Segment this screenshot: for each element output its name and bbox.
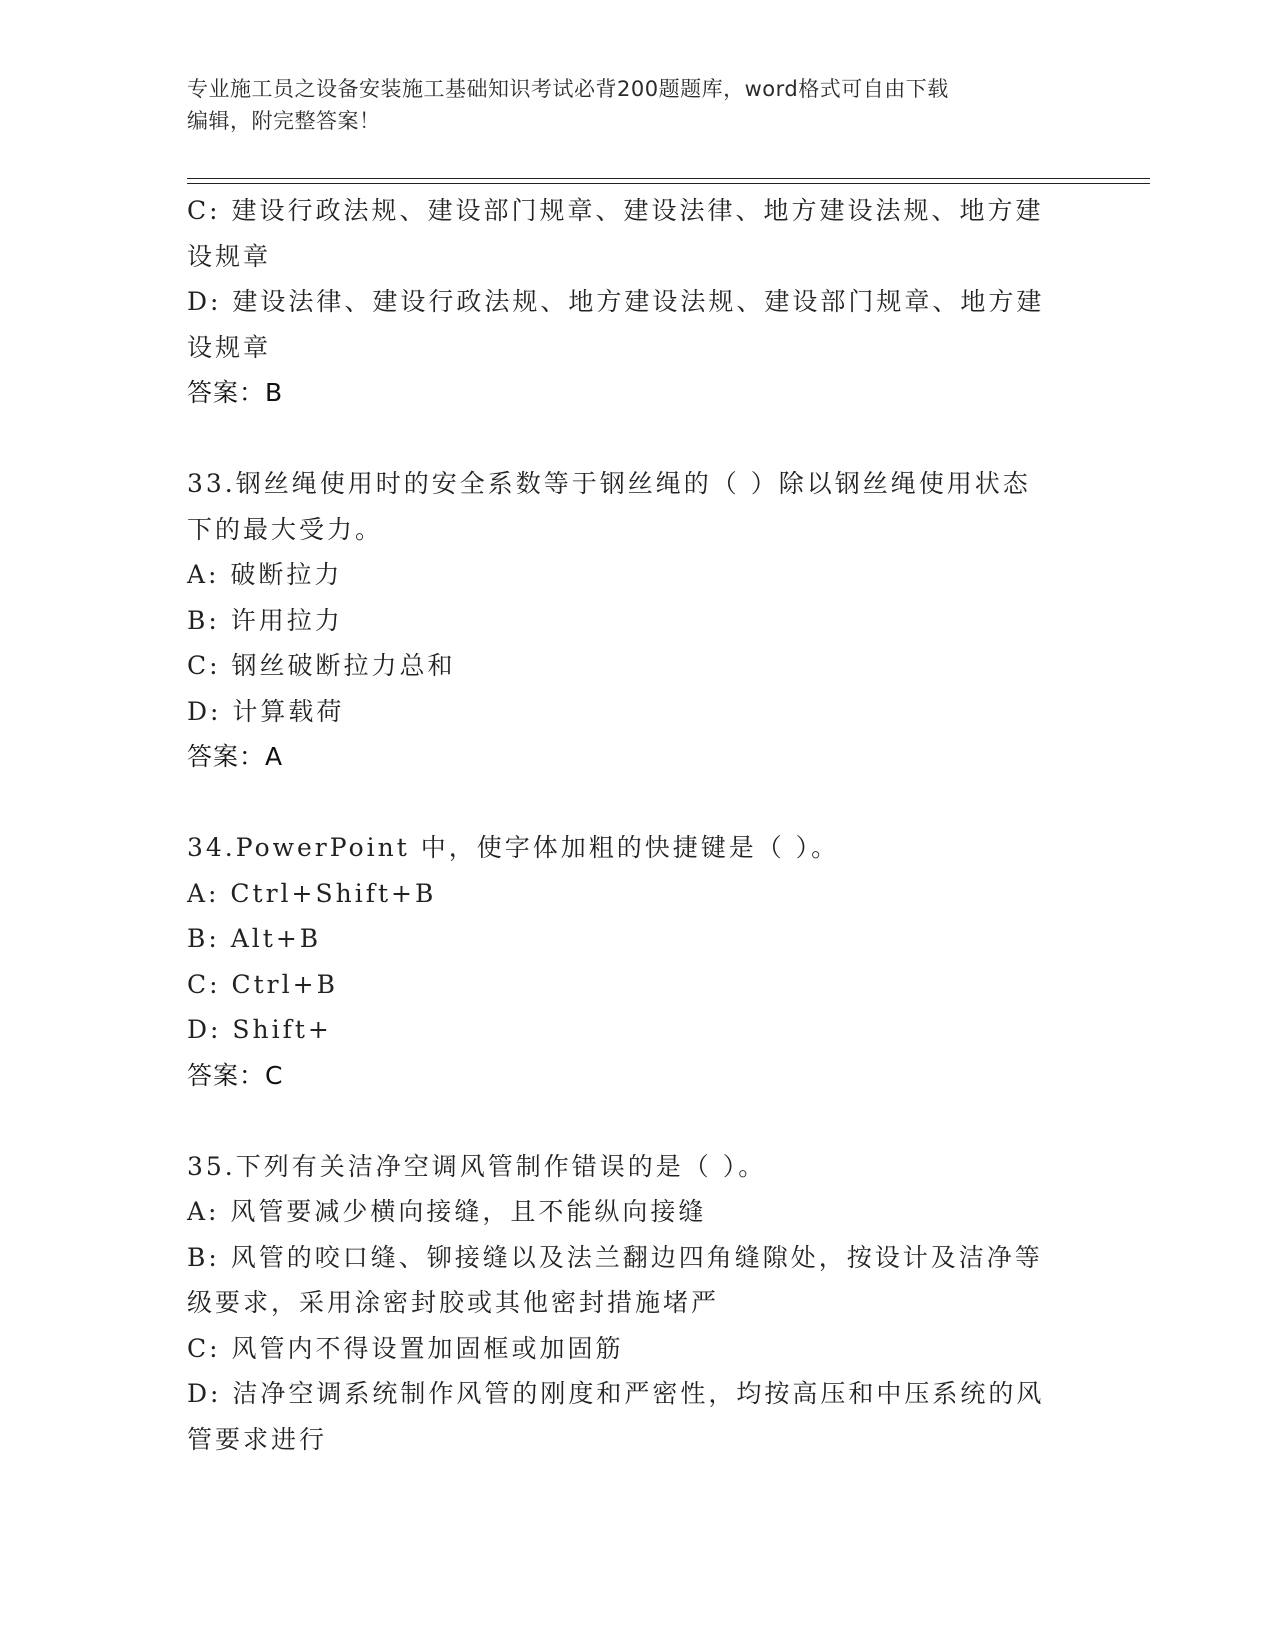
question-stem-line-1: 33.钢丝绳使用时的安全系数等于钢丝绳的（ ）除以钢丝绳使用状态 bbox=[187, 469, 1031, 498]
option-c-line-2: 设规章 bbox=[187, 241, 272, 271]
question-stem: 35.下列有关洁净空调风管制作错误的是（ ）。 bbox=[187, 1151, 767, 1181]
question-33 bbox=[187, 461, 1077, 780]
header-title-line-1: 专业施工员之设备安装施工基础知识考试必背200题题库，word格式可自由下载 bbox=[187, 77, 949, 101]
question-35 bbox=[187, 1144, 1077, 1463]
option-a: A: 破断拉力 bbox=[187, 560, 343, 589]
document-header bbox=[187, 73, 1067, 137]
previous-question bbox=[187, 188, 1077, 416]
header-divider-bottom bbox=[187, 183, 1150, 184]
option-b: B: Alt+B bbox=[187, 924, 322, 953]
header-divider-top bbox=[187, 178, 1150, 179]
option-d-line-1: D: 洁净空调系统制作风管的刚度和严密性，均按高压和中压系统的风 bbox=[187, 1379, 1045, 1408]
option-c: C: 钢丝破断拉力总和 bbox=[187, 651, 456, 680]
option-a: A: Ctrl+Shift+B bbox=[187, 878, 437, 908]
option-d: D: Shift+ bbox=[187, 1015, 332, 1044]
question-stem: 34.PowerPoint 中，使字体加粗的快捷键是（ ）。 bbox=[187, 833, 840, 862]
option-d-line-2: 设规章 bbox=[187, 332, 272, 362]
question-stem-line-2: 下的最大受力。 bbox=[187, 514, 384, 544]
spacer bbox=[187, 416, 1077, 462]
spacer bbox=[187, 780, 1077, 826]
option-b: B: 许用拉力 bbox=[187, 605, 343, 635]
question-content bbox=[187, 188, 1077, 1462]
answer-label: 答案：B bbox=[187, 378, 284, 407]
header-title-line-2: 编辑，附完整答案！ bbox=[187, 109, 381, 133]
option-b-line-2: 级要求，采用涂密封胶或其他密封措施堵严 bbox=[187, 1288, 720, 1317]
question-34 bbox=[187, 825, 1077, 1098]
option-c-line-1: C: 建设行政法规、建设部门规章、建设法律、地方建设法规、地方建 bbox=[187, 196, 1044, 225]
answer-label: 答案：C bbox=[187, 1060, 284, 1090]
option-a: A: 风管要减少横向接缝，且不能纵向接缝 bbox=[187, 1197, 707, 1226]
spacer bbox=[187, 1098, 1077, 1144]
option-d-line-2: 管要求进行 bbox=[187, 1424, 328, 1454]
option-c: C: Ctrl+B bbox=[187, 969, 338, 999]
option-d-line-1: D: 建设法律、建设行政法规、地方建设法规、建设部门规章、地方建 bbox=[187, 287, 1045, 316]
option-d: D: 计算载荷 bbox=[187, 696, 345, 726]
answer-label: 答案：A bbox=[187, 742, 284, 771]
option-b-line-1: B: 风管的咬口缝、铆接缝以及法兰翻边四角缝隙处，按设计及洁净等 bbox=[187, 1242, 1043, 1272]
option-c: C: 风管内不得设置加固框或加固筋 bbox=[187, 1333, 624, 1363]
